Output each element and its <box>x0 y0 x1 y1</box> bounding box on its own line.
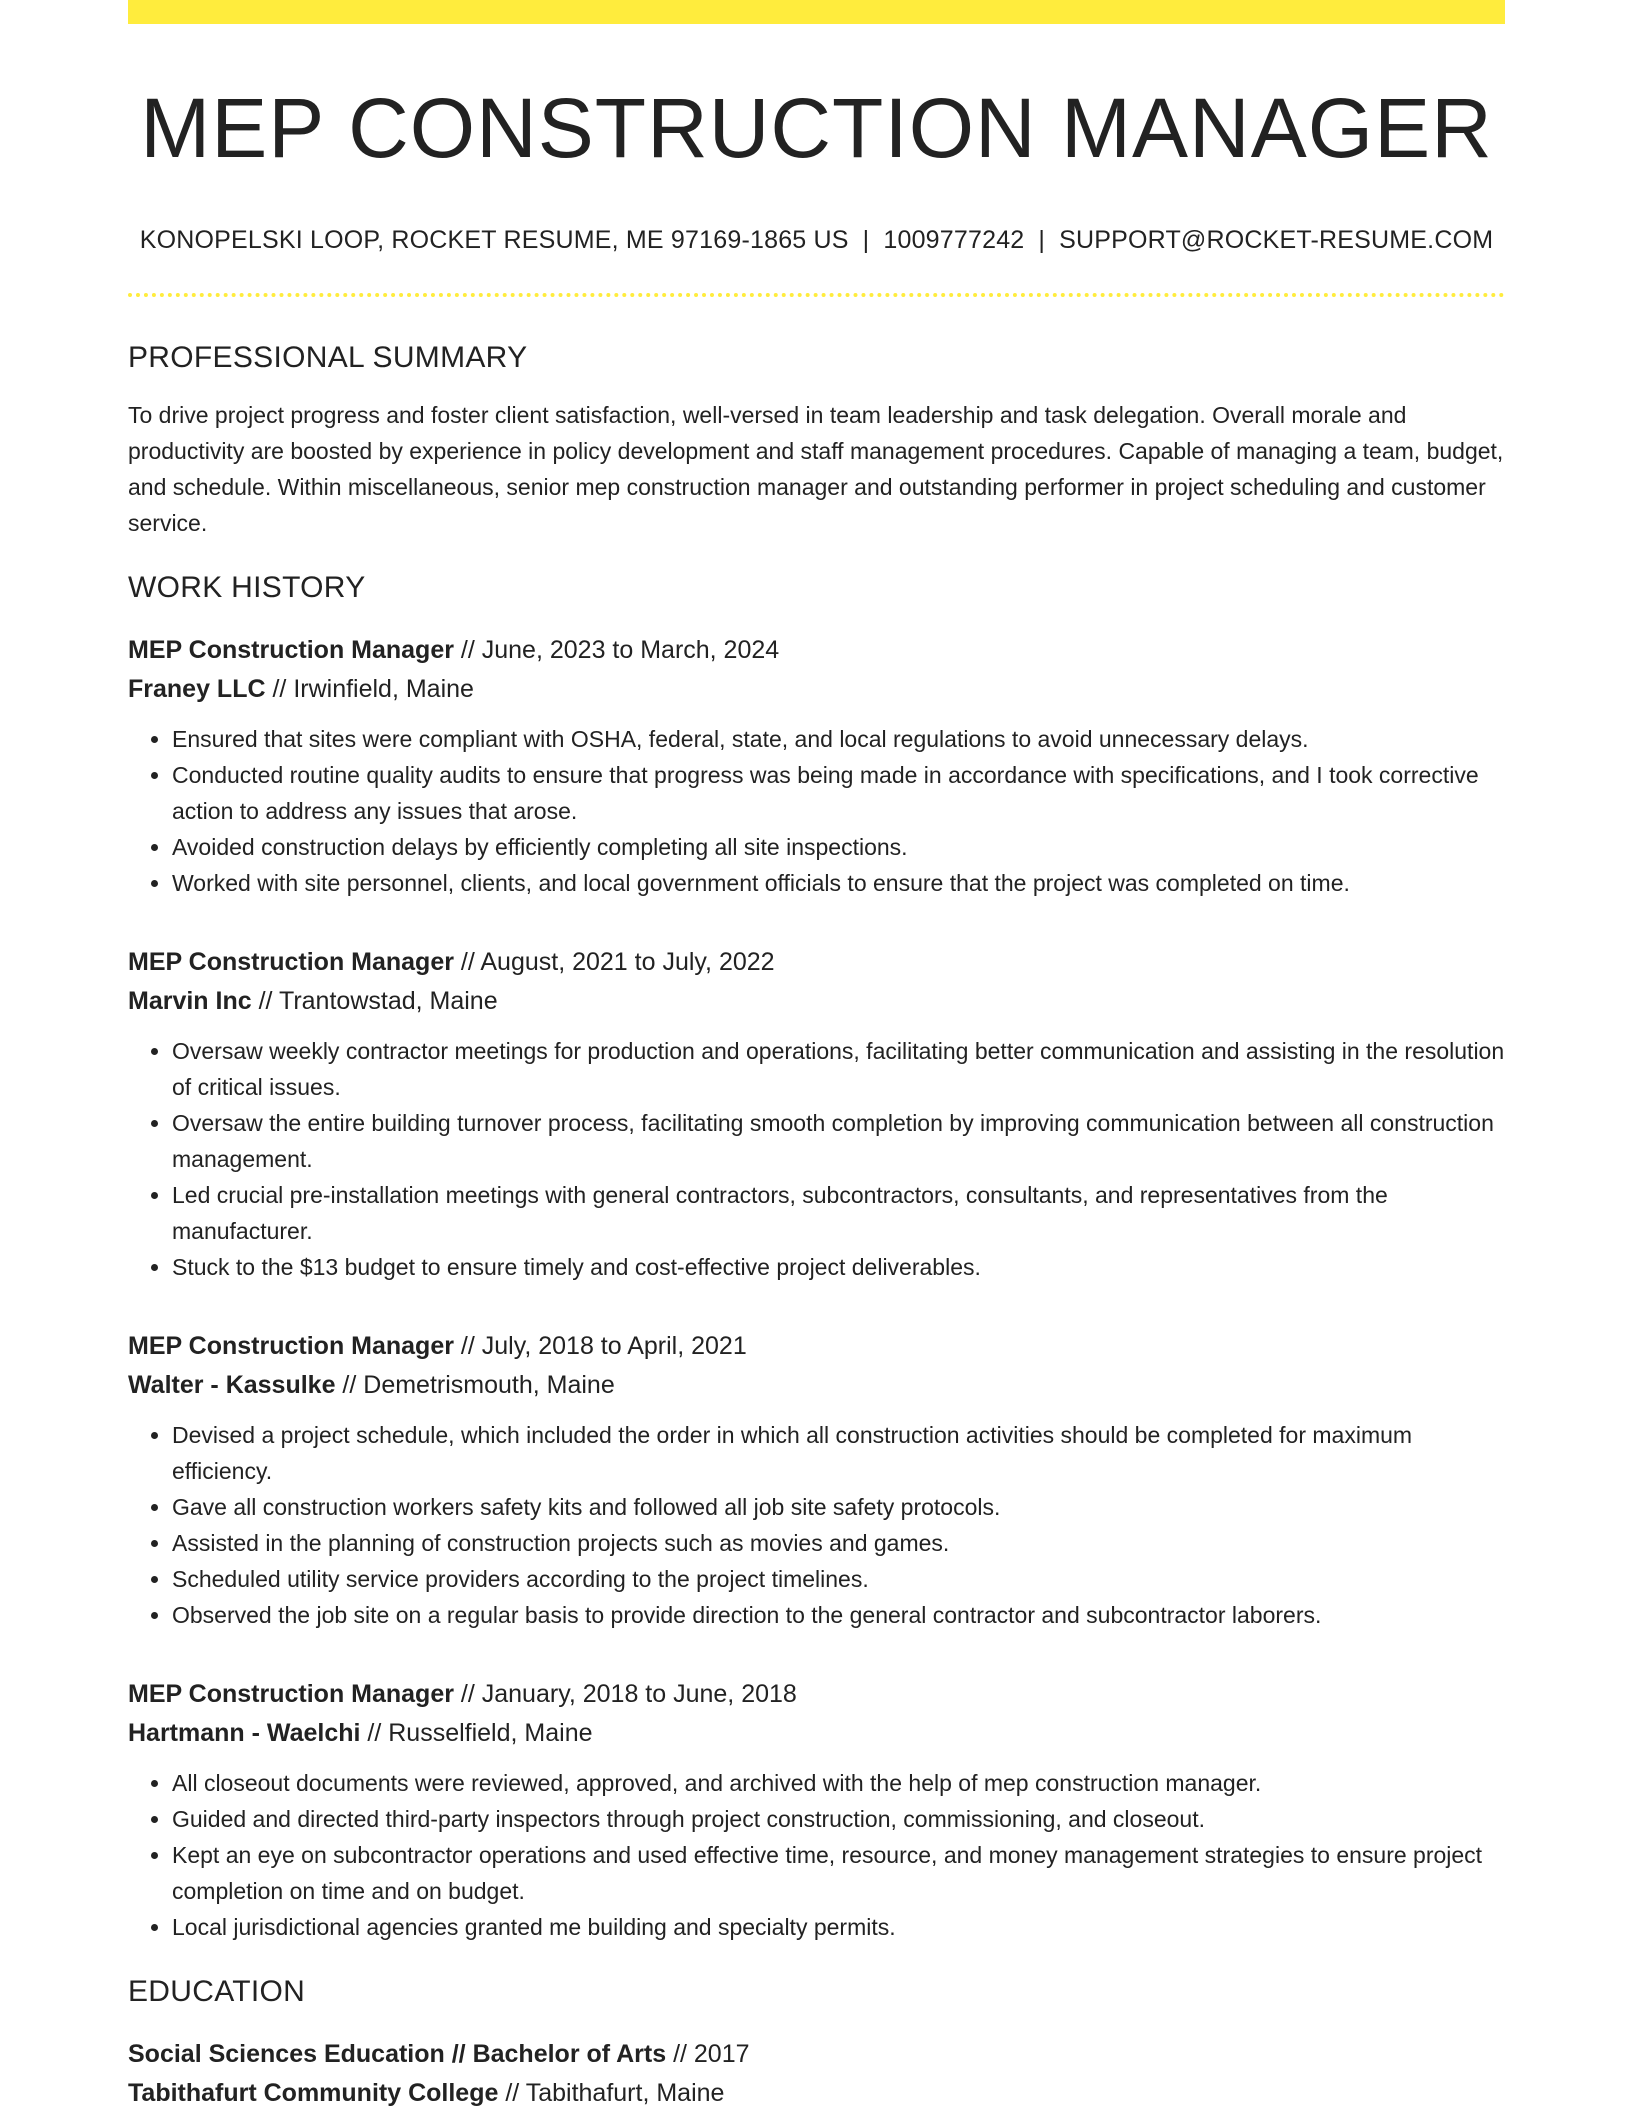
education-degree: Social Sciences Education // Bachelor of Arts <box>128 2040 667 2069</box>
bullet-item: • Kept an eye on subcontractor operations and used effective time, resource, and money management strategies to ensure project completion on time and on budget. <box>172 1837 1505 1909</box>
bullet-item: • Gave all construction workers safety kits and followed all job site safety protocols. <box>172 1489 1505 1525</box>
resume-title: MEP CONSTRUCTION MANAGER <box>140 81 1493 175</box>
education-degree-line <box>128 2035 1505 2074</box>
contact-separator: | <box>1038 226 1046 255</box>
job-title-line <box>128 1675 1505 1714</box>
contact-email: SUPPORT@ROCKET-RESUME.COM <box>1059 226 1494 255</box>
job-entry <box>128 631 1505 901</box>
education-location: // Tabithafurt, Maine <box>498 2079 725 2108</box>
job-title-line <box>128 943 1505 982</box>
job-bullets <box>128 1417 1505 1633</box>
contact-line <box>128 226 1505 255</box>
bullet-item: • Stuck to the $13 budget to ensure timely and cost-effective project deliverables. <box>172 1249 1505 1285</box>
job-company: Hartmann - Waelchi <box>128 1719 361 1748</box>
bullet-item: • Oversaw the entire building turnover process, facilitating smooth completion by improving communication between all construction management. <box>172 1105 1505 1177</box>
job-bullets <box>128 721 1505 901</box>
education-school-line <box>128 2074 1505 2113</box>
education-year: // 2017 <box>666 2040 750 2069</box>
bullet-item: • Worked with site personnel, clients, and local government officials to ensure that the project was completed on time. <box>172 865 1505 901</box>
job-company-line <box>128 670 1505 709</box>
bullet-item: • Observed the job site on a regular basis to provide direction to the general contractor and subcontractor laborers. <box>172 1597 1505 1633</box>
header-divider <box>128 293 1505 297</box>
bullet-item: • Local jurisdictional agencies granted me building and specialty permits. <box>172 1909 1505 1945</box>
job-entry <box>128 943 1505 1285</box>
work-history-heading: WORK HISTORY <box>128 571 366 605</box>
job-dates: // July, 2018 to April, 2021 <box>453 1332 747 1361</box>
job-location: // Trantowstad, Maine <box>251 987 498 1016</box>
bullet-item: • Conducted routine quality audits to ensure that progress was being made in accordance with specifications, and I took corrective action to address any issues that arose. <box>172 757 1505 829</box>
job-company: Franey LLC <box>128 675 266 704</box>
job-dates: // June, 2023 to March, 2024 <box>453 636 780 665</box>
job-role: MEP Construction Manager <box>128 1680 454 1709</box>
job-dates: // January, 2018 to June, 2018 <box>453 1680 797 1709</box>
summary-heading: PROFESSIONAL SUMMARY <box>128 341 528 375</box>
education-entry <box>128 2035 1505 2113</box>
job-bullets <box>128 1033 1505 1285</box>
summary-text: To drive project progress and foster client satisfaction, well-versed in team leadership and task delegation. Overall morale and productivity are boosted by experience in policy development and staff management procedures. Capable of managing a team, budget, and schedule. Within miscellaneous, senior mep construction manager and outstanding performer in project scheduling and customer service. <box>128 402 1504 537</box>
bullet-item: • Ensured that sites were compliant with OSHA, federal, state, and local regulations to avoid unnecessary delays. <box>172 721 1505 757</box>
job-role: MEP Construction Manager <box>128 1332 454 1361</box>
job-role: MEP Construction Manager <box>128 948 454 977</box>
contact-phone: 1009777242 <box>883 226 1025 255</box>
accent-bar <box>128 0 1505 24</box>
job-title-line <box>128 631 1505 670</box>
job-location: // Demetrismouth, Maine <box>335 1371 615 1400</box>
job-location: // Irwinfield, Maine <box>265 675 474 704</box>
job-location: // Russelfield, Maine <box>360 1719 593 1748</box>
job-dates: // August, 2021 to July, 2022 <box>453 948 775 977</box>
bullet-item: • Assisted in the planning of construction projects such as movies and games. <box>172 1525 1505 1561</box>
job-entry <box>128 1675 1505 1945</box>
job-company: Walter - Kassulke <box>128 1371 336 1400</box>
contact-address: KONOPELSKI LOOP, ROCKET RESUME, ME 97169-1865 US <box>139 226 849 255</box>
job-entry <box>128 1327 1505 1633</box>
job-company-line <box>128 1366 1505 1405</box>
education-heading: EDUCATION <box>128 1975 306 2009</box>
job-bullets <box>128 1765 1505 1945</box>
bullet-item: • Scheduled utility service providers according to the project timelines. <box>172 1561 1505 1597</box>
education-school: Tabithafurt Community College <box>128 2079 499 2108</box>
resume-page <box>128 0 1505 2113</box>
job-company-line <box>128 1714 1505 1753</box>
bullet-item: • Avoided construction delays by efficiently completing all site inspections. <box>172 829 1505 865</box>
bullet-item: • Led crucial pre-installation meetings with general contractors, subcontractors, consultants, and representatives from the manufacturer. <box>172 1177 1505 1249</box>
bullet-item: • Guided and directed third-party inspectors through project construction, commissioning, and closeout. <box>172 1801 1505 1837</box>
job-company: Marvin Inc <box>128 987 252 1016</box>
job-company-line <box>128 982 1505 1021</box>
contact-separator: | <box>862 226 870 255</box>
job-role: MEP Construction Manager <box>128 636 454 665</box>
job-title-line <box>128 1327 1505 1366</box>
bullet-item: • Devised a project schedule, which included the order in which all construction activities should be completed for maximum efficiency. <box>172 1417 1505 1489</box>
bullet-item: • Oversaw weekly contractor meetings for production and operations, facilitating better communication and assisting in the resolution of critical issues. <box>172 1033 1505 1105</box>
bullet-item: • All closeout documents were reviewed, approved, and archived with the help of mep construction manager. <box>172 1765 1505 1801</box>
